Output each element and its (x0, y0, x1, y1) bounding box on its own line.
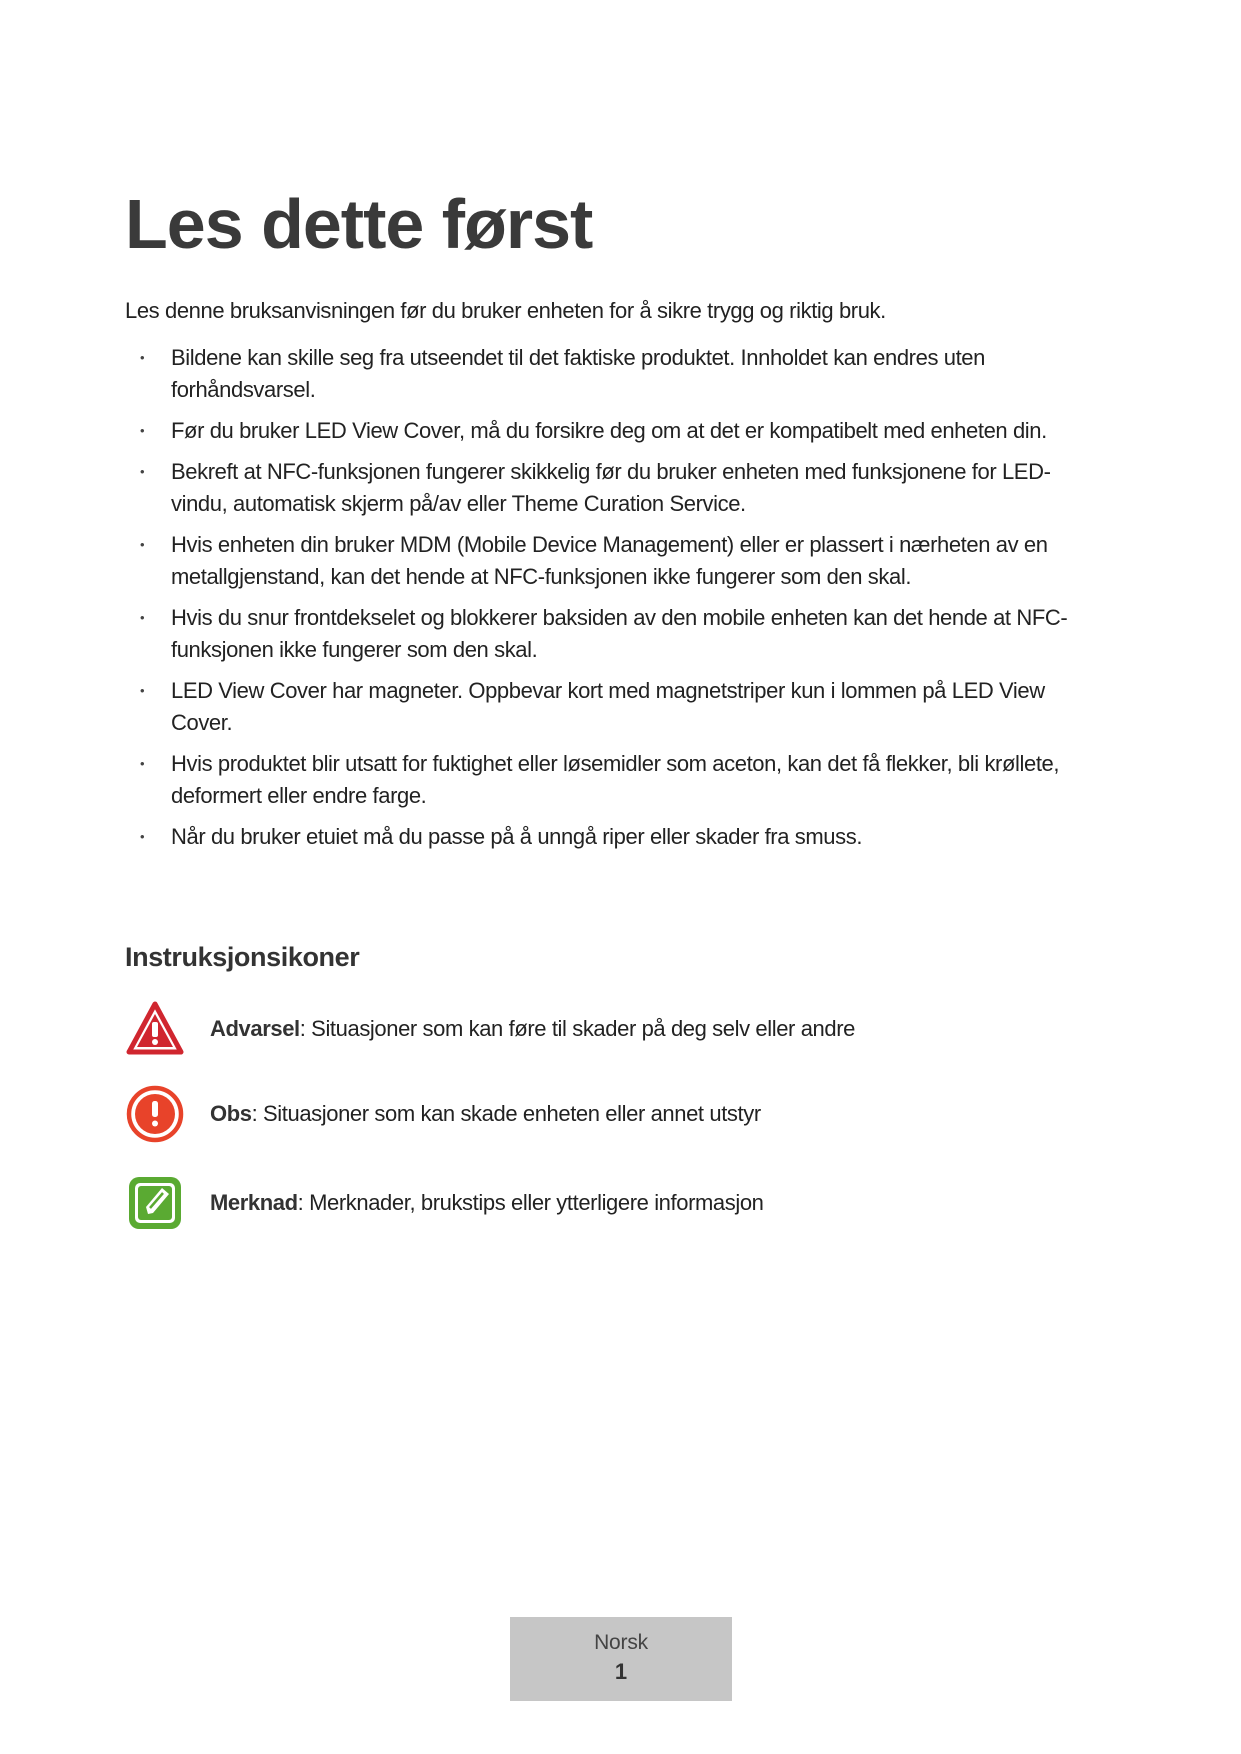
legend-term: Advarsel (210, 1016, 300, 1041)
bullet-icon: • (140, 683, 145, 698)
list-item-text: Før du bruker LED View Cover, må du forsikre deg om at det er kompatibelt med enheten din. (171, 418, 1047, 443)
bullet-icon: • (140, 756, 145, 771)
bullet-icon: • (140, 464, 145, 479)
icon-legend-row-note (125, 1173, 1125, 1233)
legend-term: Obs (210, 1101, 252, 1126)
list-item (125, 529, 1125, 593)
caution-circle-icon (125, 1084, 185, 1144)
bullet-icon: • (140, 350, 145, 365)
list-item-text: Hvis du snur frontdekselet og blokkerer baksiden av den mobile enheten kan det hende at NFC-funksjonen ikke fungerer som den skal. (171, 605, 1068, 662)
icon-legend-row-caution (125, 1084, 1125, 1144)
list-item (125, 675, 1125, 739)
footer-language: Norsk (594, 1631, 648, 1654)
icon-legend-row-warning (125, 999, 1125, 1059)
list-item (125, 342, 1125, 406)
list-item-text: Når du bruker etuiet må du passe på å unngå riper eller skader fra smuss. (171, 824, 863, 849)
list-item (125, 748, 1125, 812)
section-heading: Instruksjonsikoner (125, 942, 360, 972)
list-item (125, 821, 1125, 853)
bullet-icon: • (140, 537, 145, 552)
legend-term: Merknad (210, 1190, 298, 1215)
note-legend-text (210, 1190, 764, 1216)
list-item-text: Bildene kan skille seg fra utseendet til det faktiske produktet. Innholdet kan endres uten forhåndsvarsel. (171, 345, 985, 402)
list-item-text: Hvis enheten din bruker MDM (Mobile Device Management) eller er plassert i nærheten av en metallgjenstand, kan det hende at NFC-funksjonen ikke fungerer som den skal. (171, 532, 1048, 589)
legend-description: : Situasjoner som kan skade enheten eller annet utstyr (251, 1101, 761, 1126)
legend-description: : Merknader, brukstips eller ytterligere informasjon (297, 1190, 764, 1215)
bullet-icon: • (140, 610, 145, 625)
list-item (125, 602, 1125, 666)
list-item (125, 415, 1125, 447)
list-item-text: LED View Cover har magneter. Oppbevar kort med magnetstriper kun i lommen på LED View Cover. (171, 678, 1045, 735)
bullet-icon: • (140, 829, 145, 844)
warning-legend-text (210, 1016, 855, 1042)
intro-text: Les denne bruksanvisningen før du bruker enheten for å sikre trygg og riktig bruk. (125, 298, 886, 323)
page-footer (510, 1617, 732, 1701)
page-title: Les dette først (125, 185, 593, 263)
bullet-icon: • (140, 423, 145, 438)
page-number: 1 (614, 1659, 628, 1684)
caution-legend-text (210, 1101, 761, 1127)
warning-triangle-icon (125, 999, 185, 1059)
list-item-text: Bekreft at NFC-funksjonen fungerer skikkelig før du bruker enheten med funksjonene for LED-vindu, automatisk skjerm på/av eller Theme Curation Service. (171, 459, 1051, 516)
list-item-text: Hvis produktet blir utsatt for fuktighet eller løsemidler som aceton, kan det få flekker, bli krøllete, deformert eller endre farge. (171, 751, 1060, 808)
legend-description: : Situasjoner som kan føre til skader på deg selv eller andre (299, 1016, 855, 1041)
notice-list (125, 342, 1125, 862)
list-item (125, 456, 1125, 520)
note-pencil-icon (125, 1173, 185, 1233)
